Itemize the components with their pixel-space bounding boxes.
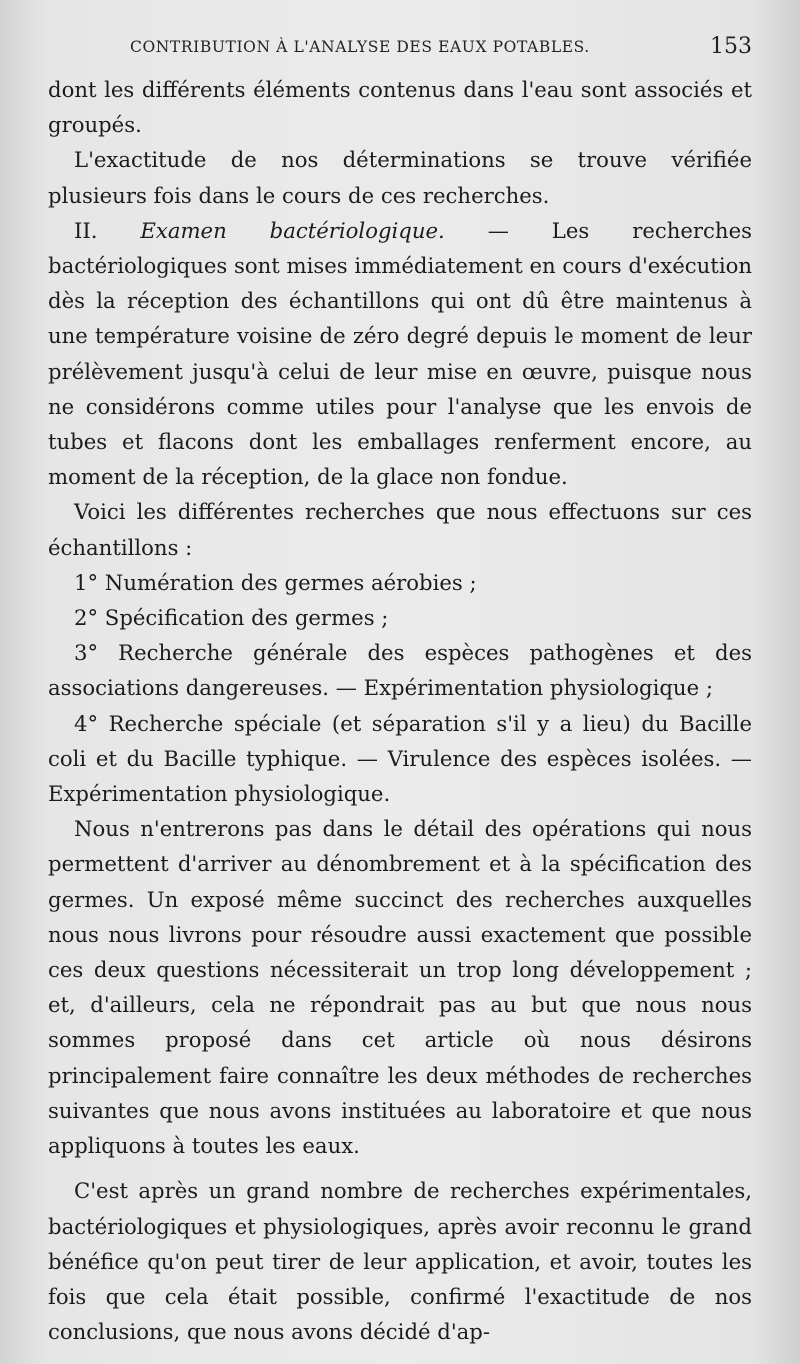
paragraph-research-list-intro: Voici les différentes recherches que nous effectuons sur ces échantillons : [48,499,752,560]
paragraph-continuation: dont les différents éléments contenus dans l'eau sont associés et groupés. [48,77,752,138]
paragraph-detail: Nous n'entrerons pas dans le détail des opérations qui nous permettent d'arriver au dénombrement et à la spécification des germes. Un exposé même succinct des recherches auxquelles nous nous livrons pour résoudre aussi exactement que possible ces deux questions nécessiterait un trop long développement ; et, d'ailleurs, cela ne répondrait pas au but que nous nous sommes proposé dans cet article où nous désirons principalement faire connaître les deux méthodes de recherches suivantes que nous avons instituées au laboratoire et que nous appliquons à toutes les eaux. [48,816,752,1159]
section-title: Examen bactériologique. [140,217,445,243]
section-text: — Les recherches bactériologiques sont mises immédiatement en cours d'exécution dès la réception des échantillons qui ont dû être maintenus à une température voisine de zéro degré depuis le moment de leur prélèvement jusqu'à celui de leur mise en œuvre, puisque nous ne considérons comme utiles pour l'analyse que les envois de tubes et flacons dont les emballages renferment encore, au moment de la réception, de la glace non fondue. [48,217,752,490]
running-header [48,34,752,64]
list-item-1: 1° Numération des germes aérobies ; [74,569,477,595]
running-title: CONTRIBUTION À L'ANALYSE DES EAUX POTABLES. [130,38,590,56]
list-item-4: 4° Recherche spéciale (et séparation s'il y a lieu) du Bacille coli et du Bacille typhique. — Virulence des espèces isolées. — Expérimentation physiologique. [48,710,752,807]
list-item-2: 2° Spécification des germes ; [74,605,389,631]
body-text [48,72,752,1349]
section-number: II. [74,217,98,243]
section-bacteriological [48,213,752,495]
page-number: 153 [710,34,752,59]
list-item-3: 3° Recherche générale des espèces pathogènes et des associations dangereuses. — Expérimentation physiologique ; [48,640,752,701]
paragraph-exactitude: L'exactitude de nos déterminations se trouve vérifiée plusieurs fois dans le cours de ces recherches. [48,147,752,208]
paragraph-conclusion: C'est après un grand nombre de recherches expérimentales, bactériologiques et physiologiques, après avoir reconnu le grand bénéfice qu'on peut tirer de leur application, et avoir, toutes les fois que cela était possible, confirmé l'exactitude de nos conclusions, que nous avons décidé d'ap- [48,1178,752,1345]
